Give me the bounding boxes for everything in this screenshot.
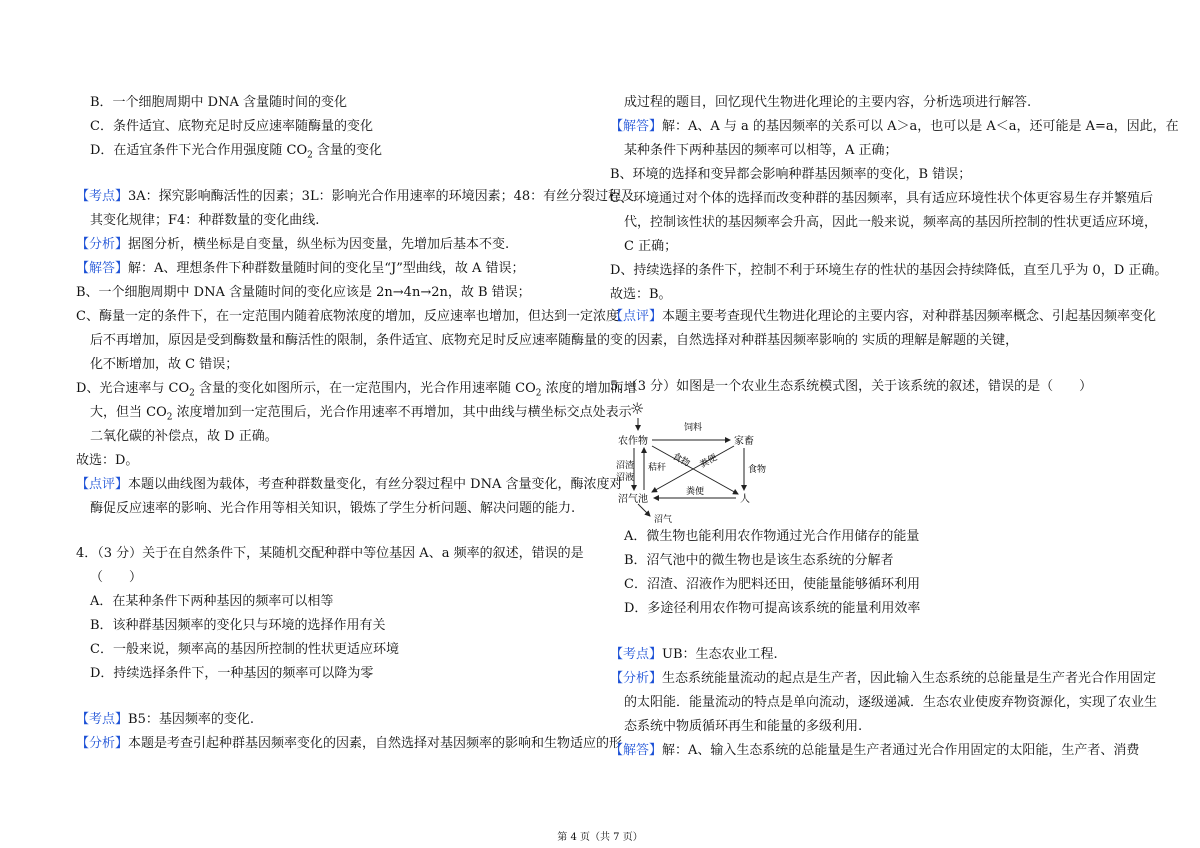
- label-manure-diag: 粪便: [698, 452, 720, 471]
- label-food-right: 食物: [748, 465, 767, 475]
- r-line-6: 代，控制该性状的基因频率会升高，因此一般来说，频率高的基因所控制的性状更适应环境，: [624, 215, 1158, 230]
- label-feed: 饲料: [684, 423, 703, 433]
- sun-icon: ☼: [630, 399, 645, 418]
- kaodian-line-1: 【考点】3A：探究影响酶活性的因素；3L：影响光合作用速率的环境因素；48：有丝分裂过程及: [76, 189, 635, 204]
- r-line-1: 成过程的题目，回忆现代生物进化理论的主要内容，分析选项进行解答.: [624, 95, 1032, 110]
- r-line-3: 某种条件下两种基因的频率可以相等，A 正确；: [624, 143, 898, 158]
- r-line-5: C、环境通过对个体的选择而改变种群的基因频率，具有适应环境性状个体更容易生存并繁殖后: [610, 191, 1153, 206]
- label-manure-bottom: 粪便: [686, 487, 705, 497]
- fenxi-tag: 【分析】: [76, 237, 129, 252]
- label-straw: 秸秆: [648, 463, 667, 473]
- q5-fenxi-line-1: 【分析】生态系统能量流动的起点是生产者，因此输入生态系统的总能量是生产者光合作用固定: [610, 671, 1157, 686]
- ecosystem-diagram: [616, 398, 776, 526]
- q4-kaodian: 【考点】B5：基因频率的变化.: [76, 712, 254, 727]
- q5-kaodian: 【考点】UB：生态农业工程.: [610, 647, 778, 662]
- question-4-stem: 4．（3 分）关于在自然条件下，某随机交配种群中等位基因 A、a 频率的叙述，错误的是: [76, 546, 584, 561]
- jieda-line-5: 化不断增加，故 C 错误；: [90, 357, 239, 372]
- dianping-tag: 【点评】: [76, 477, 129, 492]
- node-biogas-pool: 沼气池: [618, 494, 648, 505]
- q5-fenxi-line-3: 态系统中物质循环再生和能量的多级利用.: [624, 719, 863, 734]
- r-jieda-line: 【解答】解：A、A 与 a 的基因频率的关系可以 A＞a，也可以是 A＜a，还可能是 A=a，因此，在: [610, 119, 1179, 134]
- option-d: D．在适宜条件下光合作用强度随 $CO_2$ 含量的变化: [90, 143, 383, 161]
- r-dianping-line: 【点评】本题主要考查现代生物进化理论的主要内容，对种群基因频率概念、引起基因频率变化: [610, 309, 1157, 324]
- option-c: C．条件适宜、底物充足时反应速率随酶量的变化: [90, 119, 373, 134]
- q5-option-c: C．沼渣、沼液作为肥料还田，使能量能够循环利用: [624, 577, 920, 592]
- fenxi-line: 【分析】据图分析，横坐标是自变量，纵坐标为因变量，先增加后基本不变.: [76, 237, 510, 252]
- r-line-8: D、持续选择的条件下，控制不利于环境生存的性状的基因会持续降低，直至几乎为 0，D 正确。: [610, 263, 1168, 278]
- question-5-stem: 5．（3 分）如图是一个农业生态系统模式图，关于该系统的叙述，错误的是（ ）: [610, 379, 1093, 394]
- question-4-bracket: （ ）: [90, 570, 143, 585]
- jieda-line-1: 【解答】解：A、理想条件下种群数量随时间的变化呈“J”型曲线，故 A 错误；: [76, 261, 525, 276]
- node-crop: 农作物: [618, 436, 648, 447]
- dianping-line-1: 【点评】本题以曲线图为载体，考查种群数量变化，有丝分裂过程中 DNA 含量变化，酶浓度对: [76, 477, 623, 492]
- q4-option-c: C．一般来说，频率高的基因所控制的性状更适应环境: [90, 642, 399, 657]
- q5-fenxi-line-2: 的太阳能．能量流动的特点是单向流动，逐级递减．生态农业使废弃物资源化，实现了农业生: [624, 695, 1158, 710]
- node-livestock: 家畜: [734, 436, 754, 447]
- q5-option-b: B．沼气池中的微生物也是该生态系统的分解者: [624, 553, 894, 568]
- kaodian-tag: 【考点】: [76, 189, 129, 204]
- label-biogas: 沼气: [654, 515, 673, 525]
- jieda-line-7: 大，但当 $CO_2$ 浓度增加到一定范围后，光合作用速率不再增加，其中曲线与横坐标交点处表示: [90, 405, 632, 423]
- r-line-4: B、环境的选择和变异都会影响种群基因频率的变化，B 错误；: [610, 167, 972, 182]
- label-food-diag: 食物: [670, 451, 692, 470]
- kaodian-line-2: 其变化规律；F4：种群数量的变化曲线.: [90, 213, 320, 228]
- label-slurry: 沼液: [616, 473, 635, 483]
- q5-jieda-line: 【解答】解：A、输入生态系统的总能量是生产者通过光合作用固定的太阳能，生产者、消费: [610, 743, 1140, 758]
- option-b: B．一个细胞周期中 DNA 含量随时间的变化: [90, 95, 348, 110]
- label-residue: 沼渣: [616, 461, 635, 471]
- jieda-line-2: B、一个细胞周期中 DNA 含量随时间的变化应该是 2n→4n→2n，故 B 错误；: [76, 285, 531, 300]
- jieda-tag: 【解答】: [76, 261, 129, 276]
- q4-fenxi: 【分析】本题是考查引起种群基因频率变化的因素，自然选择对基因频率的影响和生物适应的形: [76, 736, 623, 751]
- q4-option-d: D．持续选择条件下，一种基因的频率可以降为零: [90, 666, 374, 681]
- q4-option-a: A．在某种条件下两种基因的频率可以相等: [90, 594, 334, 609]
- q5-option-a: A．微生物也能利用农作物通过光合作用储存的能量: [624, 529, 920, 544]
- node-human: 人: [740, 494, 750, 505]
- jieda-line-8: 二氧化碳的补偿点，故 D 正确。: [90, 429, 278, 444]
- page-footer: 第 4 页（共 7 页）: [557, 832, 643, 843]
- q4-option-b: B．该种群基因频率的变化只与环境的选择作用有关: [90, 618, 386, 633]
- answer-line: 故选：D。: [76, 453, 139, 468]
- jieda-line-3: C、酶量一定的条件下，在一定范围内随着底物浓度的增加，反应速率也增加，但达到一定浓度: [76, 309, 619, 324]
- r-line-7: C 正确；: [624, 239, 678, 254]
- jieda-line-6: D、光合速率与 $CO_2$ 含量的变化如图所示，在一定范围内，光合作用速率随 $CO_2$ 浓度的增加而增: [76, 381, 637, 399]
- dianping-line-2: 酶促反应速率的影响、光合作用等相关知识，锻炼了学生分析问题、解决问题的能力.: [90, 501, 576, 516]
- q5-option-d: D．多途径利用农作物可提高该系统的能量利用效率: [624, 601, 921, 616]
- r-line-9: 故选：B。: [610, 287, 672, 302]
- jieda-line-4: 后不再增加，原因是受到酶数量和酶活性的限制，条件适宜、底物充足时反应速率随酶量的变: [90, 333, 624, 348]
- r-line-11: 的因素，自然选择对种群基因频率影响的 实质的理解是解题的关键，: [624, 333, 1019, 348]
